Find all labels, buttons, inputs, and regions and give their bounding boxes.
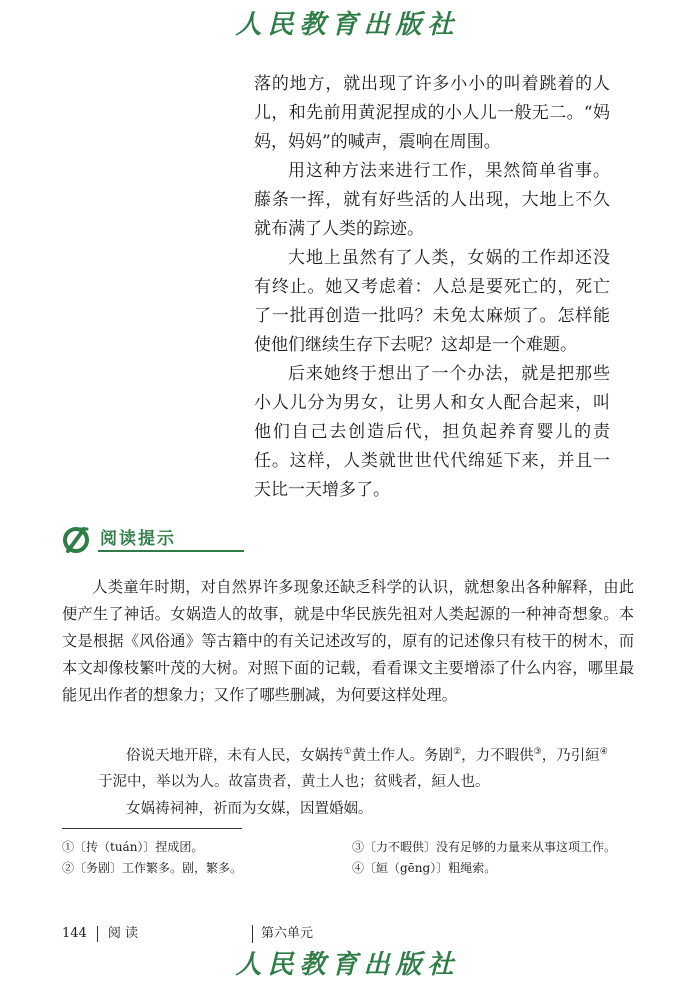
story-paragraph: 落的地方，就出现了许多小小的叫着跳着的人儿，和先前用黄泥捏成的小人儿一般无二。“妈妈，妈妈”的喊声，震响在周围。 <box>254 74 610 152</box>
section-underline <box>98 550 244 552</box>
reading-tip-text <box>62 574 634 709</box>
quote-text: 黄土作人。务剧 <box>351 748 454 764</box>
footer-section-label: 阅 读 <box>107 926 138 941</box>
footnote: ②〔务剧〕工作繁多。剧，繁多。 <box>62 861 243 875</box>
footer-divider <box>252 925 253 943</box>
footnote: ④〔絙（gēng）〕粗绳索。 <box>352 861 497 875</box>
footnote-ref: ② <box>453 747 462 758</box>
footnote-ref: ④ <box>599 747 608 758</box>
quote-text: 俗说天地开辟，未有人民，女娲抟 <box>126 748 344 764</box>
classic-quote-1 <box>98 743 618 795</box>
footnote-divider <box>62 828 242 829</box>
publisher-logo-bottom: 人民教育出版社 <box>235 950 460 980</box>
page-number: 144 <box>62 926 87 941</box>
story-paragraph: 后来她终于想出了一个办法，就是把那些小人儿分为男女，让男人和女人配合起来，叫他们自己去创造后代，担负起养育婴儿的责任。这样，人类就世世代代绵延下来，并且一天比一天增多了。 <box>254 364 610 500</box>
quote-line: 于泥中，举以为人。故富贵者，黄土人也；贫贱者，絙人也。 <box>98 774 490 790</box>
story-paragraph: 大地上虽然有了人类，女娲的工作却还没有终止。她又考虑着：人总是要死亡的，死亡了一批再创造一批吗？未免太麻烦了。怎样能使他们继续生存下去呢？这却是一个难题。 <box>254 248 610 355</box>
reading-tip-header <box>62 520 192 558</box>
reading-tip-icon <box>62 524 92 554</box>
quote-text: ，乃引絙 <box>541 748 600 764</box>
page-footer-right <box>252 924 313 944</box>
reading-tip-paragraph: 人类童年时期，对自然界许多现象还缺乏科学的认识，就想象出各种解释，由此便产生了神话。女娲造人的故事，就是中华民族先祖对人类起源的一种神奇想象。本文是根据《风俗通》等古籍中的有关记述改写的，原有的记述像只有枝干的树木，而本文却像枝繁叶茂的大树。对照下面的记载，看看课文主要增添了什么内容，哪里最能见出作者的想象力；又作了哪些删减，为何要这样处理。 <box>62 578 634 704</box>
quote-line <box>98 743 618 769</box>
footer-unit-label: 第六单元 <box>261 926 314 941</box>
page-footer-left <box>62 924 138 944</box>
footnote: ①〔抟（tuán）〕捏成团。 <box>62 840 204 854</box>
story-paragraph: 用这种方法来进行工作，果然简单省事。藤条一挥，就有好些活的人出现，大地上不久就布满了人类的踪迹。 <box>254 161 610 239</box>
quote-text: ，力不暇供 <box>461 748 534 764</box>
classic-quote-2: 女娲祷祠神，祈而为女媒，因置婚姻。 <box>126 801 373 817</box>
publisher-logo-top: 人民教育出版社 <box>235 10 460 40</box>
story-text <box>254 70 610 505</box>
section-title: 阅读提示 <box>100 529 176 549</box>
footer-divider <box>97 926 98 942</box>
footnote: ③〔力不暇供〕没有足够的力量来从事这项工作。 <box>352 840 617 854</box>
footnote-ref: ① <box>343 747 352 758</box>
footnote-ref: ③ <box>533 747 542 758</box>
